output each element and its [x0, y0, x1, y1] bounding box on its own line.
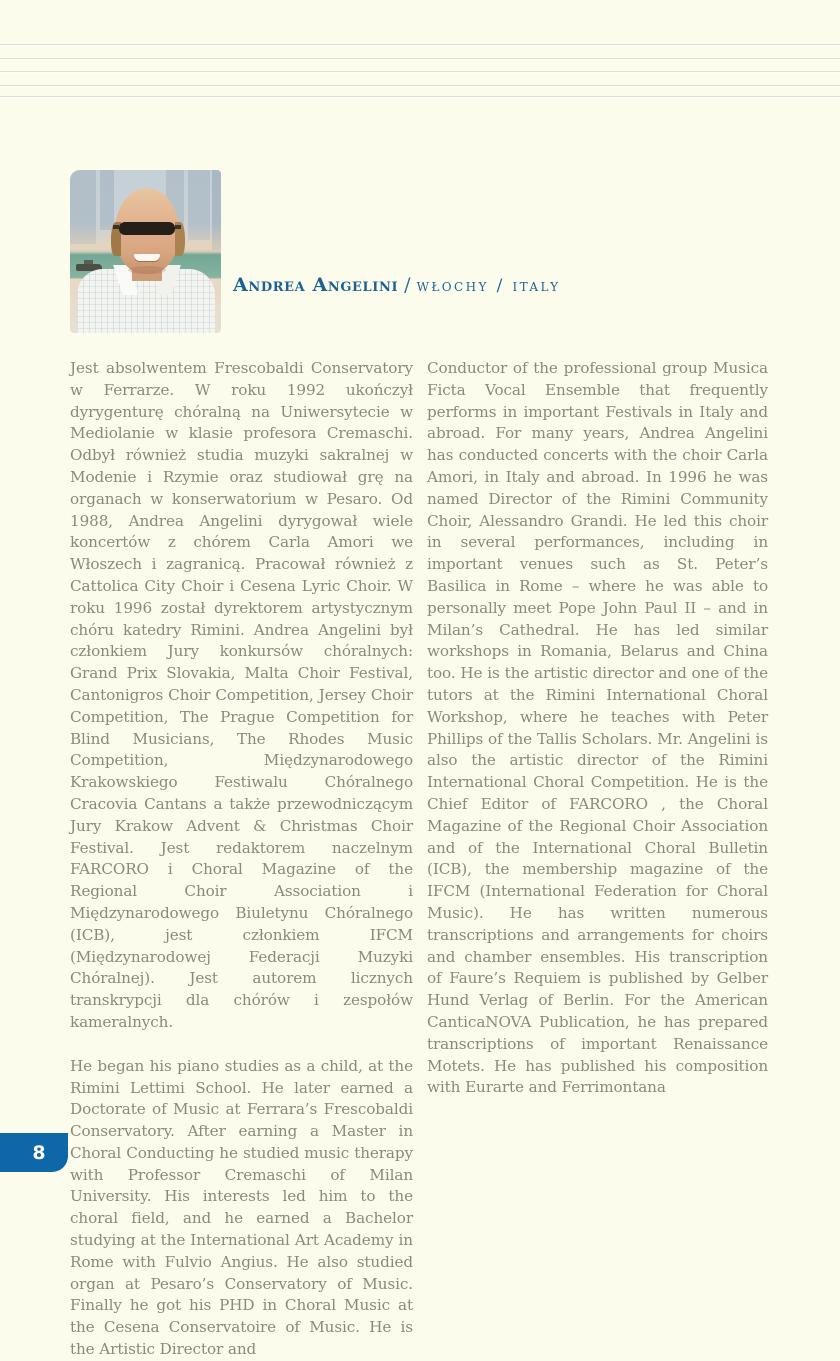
bio-paragraph-english-1: He began his piano studies as a child, at the Rimini Lettimi School. He later earned a Doctorate of Music at Ferrara’s Frescobaldi Conservatory. After earning a Master in Choral Conducting he studied music therapy with Professor Cremaschi of Milan University. His interests led him to the choral field, and he earned a Bachelor studying at the International Art Academy in Rome with Fulvio Angius. He also studied organ at Pesaro’s Conservatory of Music. Finally he got his PHD in Choral Music at the Cesena Conservatoire of Music. He is the Artistic Director and — [70, 1056, 413, 1359]
profile-photo — [70, 170, 221, 333]
bio-column-left — [70, 358, 413, 1361]
page-number-tab — [0, 1133, 68, 1172]
person-name: Andrea Angelini — [233, 274, 399, 296]
bio-paragraph-english-2: Conductor of the professional group Musica Ficta Vocal Ensemble that frequently performs in important Festivals in Italy and abroad. For many years, Andrea Angelini has conducted concerts with the choir Carla Amori, in Italy and abroad. In 1996 he was named Director of the Rimini Community Choir, Alessandro Grandi. He led this choir in several performances, including in important venues such as St. Peter’s Basilica in Rome – where he was able to personally meet Pope John Paul II – and in Milan’s Cathedral. He has led similar workshops in Romania, Belarus and China too. He is the artistic director and one of the tutors at the Rimini International Choral Workshop, where he teaches with Peter Phillips of the Tallis Scholars. Mr. Angelini is also the artistic director of the Rimini International Choral Competition. He is the Chief Editor of FARCORO , the Choral Magazine of the Regional Choir Association and of the International Choral Bulletin (ICB), the membership magazine of the IFCM (International Federation for Choral Music). He has written numerous transcriptions and arrangements for choirs and chamber ensembles. His transcription of Faure’s Requiem is published by Gelber Hund Verlag of Berlin. For the American CanticaNOVA Publication, he has prepared transcriptions of important Renaissance Motets. He has published his composition with Eurarte and Ferrimontana — [427, 359, 768, 1097]
staff-line — [0, 58, 840, 61]
person-country: włochy / italy — [416, 276, 561, 296]
smile — [134, 254, 160, 261]
bio-column-right — [427, 358, 768, 1099]
chin-shadow — [128, 266, 166, 274]
staff-line — [0, 85, 840, 88]
heading-separator: / — [398, 274, 417, 296]
page-number: 8 — [32, 1141, 46, 1164]
skyline-building — [100, 170, 114, 230]
bio-paragraph-polish: Jest absolwentem Frescobaldi Conservatory w Ferrarze. W roku 1992 ukończył dyrygenturę chóralną na Uniwersytecie w Mediolanie w klasie profesora Cremaschi. Odbył również studia muzyki sakralnej w Modenie i Rzymie oraz studiował grę na organach w konserwatorium w Pesaro. Od 1988, Andrea Angelini dyrygował wiele koncertów z chórem Carla Amori we Włoszech i zagranicą. Pracował również z Cattolica City Choir i Cesena Lyric Choir. W roku 1996 został dyrektorem artystycznym chóru katedry Rimini. Andrea Angelini był członkiem Jury konkursów chóralnych: Grand Prix Slovakia, Malta Choir Festival, Cantonigros Choir Competition, Jersey Choir Competition, The Prague Competition for Blind Musicians, The Rhodes Music Competition, Międzynarodowego Krakowskiego Festiwalu Chóralnego Cracovia Cantans a także przewodniczącym Jury Krakow Advent & Christmas Choir Festival. Jest redaktorem naczelnym FARCORO i Choral Magazine of the Regional Choir Association i Międzynarodowego Biuletynu Chóralnego (ICB), jest członkiem IFCM (Międzynarodowej Federacji Muzyki Chóralnej). Jest autorem licznych transkrypcji dla chórów i zespołów kameralnych. — [70, 359, 413, 1031]
staff-line — [0, 44, 840, 47]
staff-line — [0, 71, 840, 74]
staff-line — [0, 96, 840, 99]
sunglasses — [119, 222, 175, 235]
person-heading — [233, 274, 560, 296]
